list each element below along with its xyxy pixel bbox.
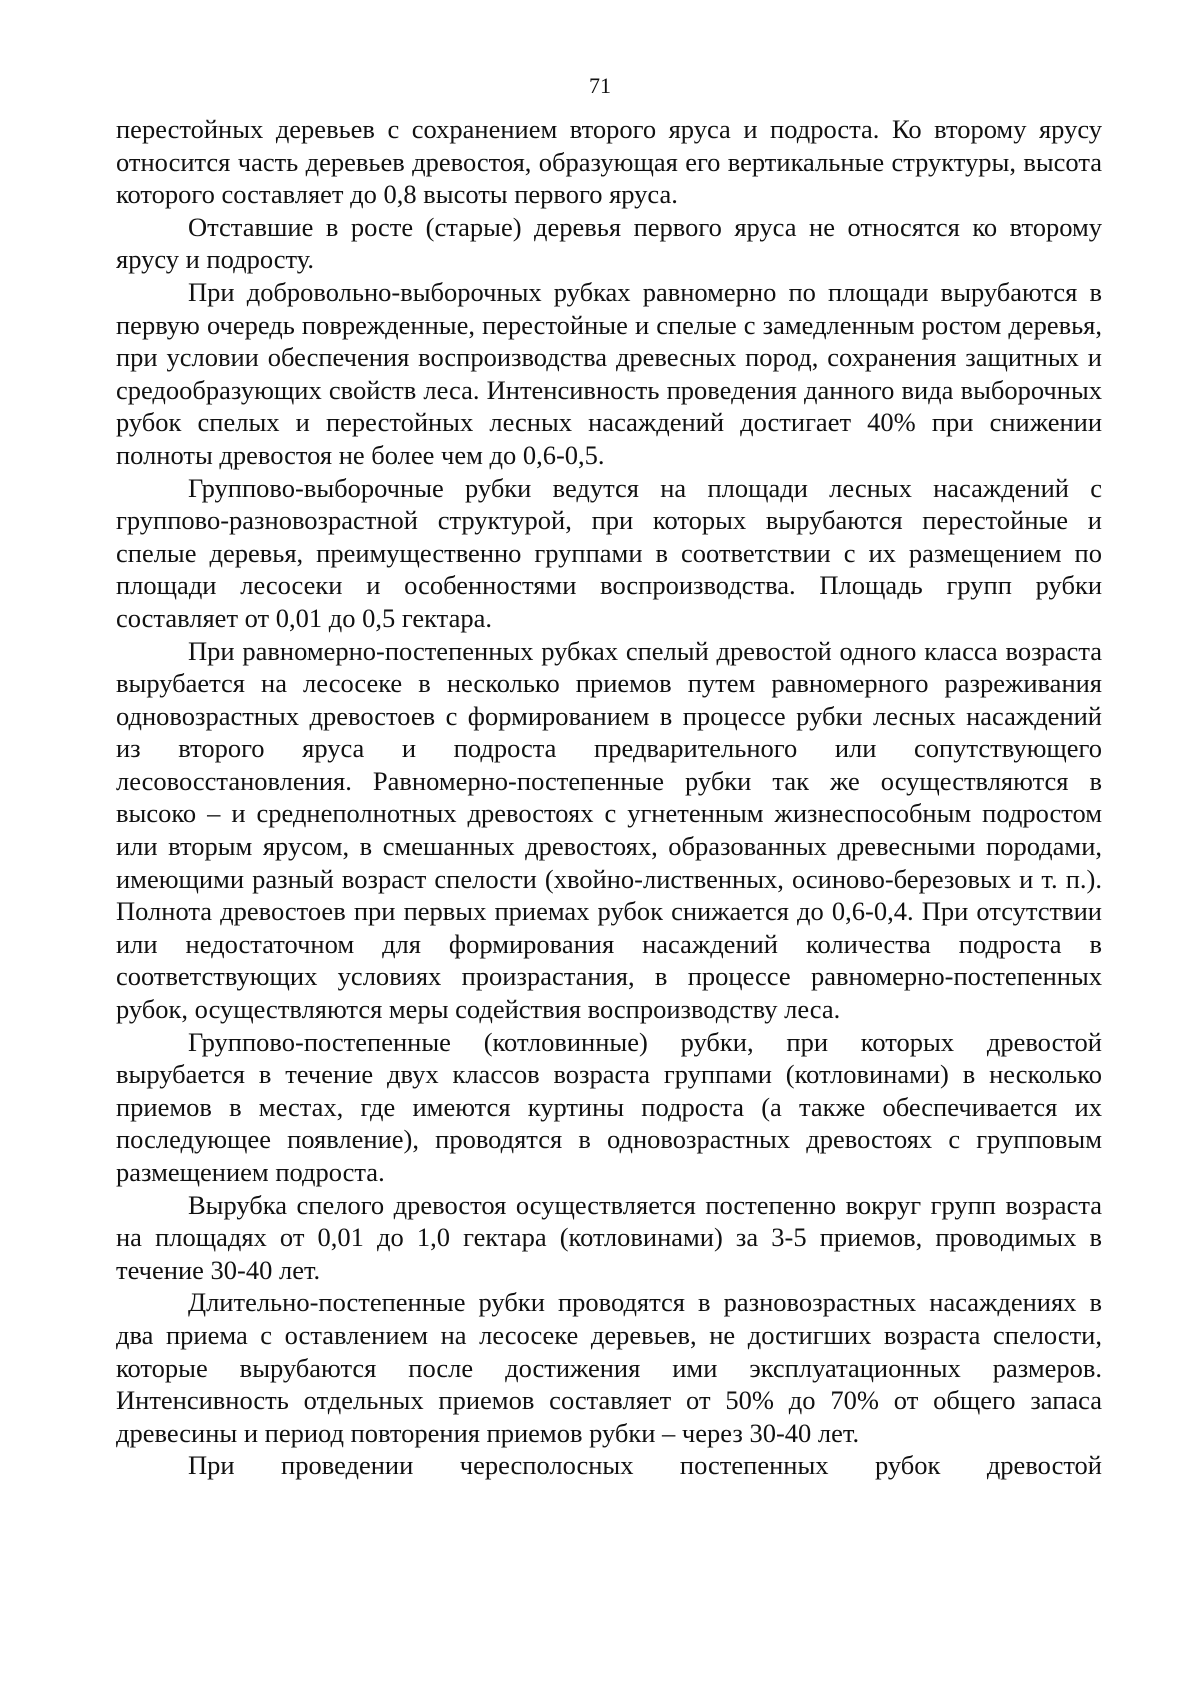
- paragraph-mature-stand-cutting: Вырубка спелого древостоя осуществляется постепенно вокруг групп возраста на площадях от 0,01 до 1,0 гектара (котловинами) за 3-5 приемов, проводимых в течение 30-40 лет.: [116, 1189, 1102, 1285]
- paragraph-strip-gradual-felling: При проведении чересполосных постепенных рубок древостой: [188, 1450, 1102, 1481]
- page-number: 71: [589, 73, 611, 98]
- body-text: [116, 113, 1102, 1482]
- paragraph-group-gradual-felling: Группово-постепенные (котловинные) рубки, при которых древостой вырубается в течение двух классов возраста группами (котловинами) в несколько приемов в местах, где имеются куртины подроста (а также обеспечивается их последующее появление), проводятся в одновозрастных древостоях с групповым размещением подроста.: [116, 1026, 1102, 1187]
- paragraph-uniform-gradual-felling: При равномерно-постепенных рубках спелый древостой одного класса возраста вырубается на лесосеке в несколько приемов путем равномерного разреживания одновозрастных древостоев с формированием в процессе рубки лесных насаждений из второго яруса и подроста предварительного или сопутствующего лесовосстановления. Равномерно-постепенные рубки так же осуществляются в высоко – и среднеполнотных древостоях с угнетенным жизнеспособным подростом или вторым ярусом, в смешанных древостоях, образованных древесными породами, имеющими разный возраст спелости (хвойно-лиственных, осиново-березовых и т. п.). Полнота древостоев при первых приемах рубок снижается до 0,6-0,4. При отсутствии или недостаточном для формирования насаждений количества подроста в соответствующих условиях произрастания, в процессе равномерно-постепенных рубок, осуществляются меры содействия воспроизводству леса.: [116, 635, 1102, 1025]
- paragraph-voluntary-selective-felling: При добровольно-выборочных рубках равномерно по площади вырубаются в первую очередь поврежденные, перестойные и спелые с замедленным ростом деревья, при условии обеспечения воспроизводства древесных пород, сохранения защитных и средообразующих свойств леса. Интенсивность проведения данного вида выборочных рубок спелых и перестойных лесных насаждений достигает 40% при снижении полноты древостоя не более чем до 0,6-0,5.: [116, 276, 1102, 470]
- paragraph-group-selective-felling: Группово-выборочные рубки ведутся на площади лесных насаждений с группово-разновозрастной структурой, при которых вырубаются перестойные и спелые деревья, преимущественно группами в соответствии с их размещением по площади лесосеки и особенностями воспроизводства. Площадь групп рубки составляет от 0,01 до 0,5 гектара.: [116, 472, 1102, 633]
- paragraph-continued: перестойных деревьев с сохранением второго яруса и подроста. Ко второму ярусу относится часть деревьев древостоя, образующая его вертикальные структуры, высота которого составляет до 0,8 высоты первого яруса.: [116, 114, 1102, 210]
- paragraph-long-term-gradual-felling: Длительно-постепенные рубки проводятся в разновозрастных насаждениях в два приема с оставлением на лесосеке деревьев, не достигших возраста спелости, которые вырубаются после достижения ими эксплуатационных размеров. Интенсивность отдельных приемов составляет от 50% до 70% от общего запаса древесины и период повторения приемов рубки – через 30-40 лет.: [116, 1287, 1102, 1448]
- paragraph-lagging-trees: Отставшие в росте (старые) деревья первого яруса не относятся ко второму ярусу и подросту.: [116, 211, 1102, 275]
